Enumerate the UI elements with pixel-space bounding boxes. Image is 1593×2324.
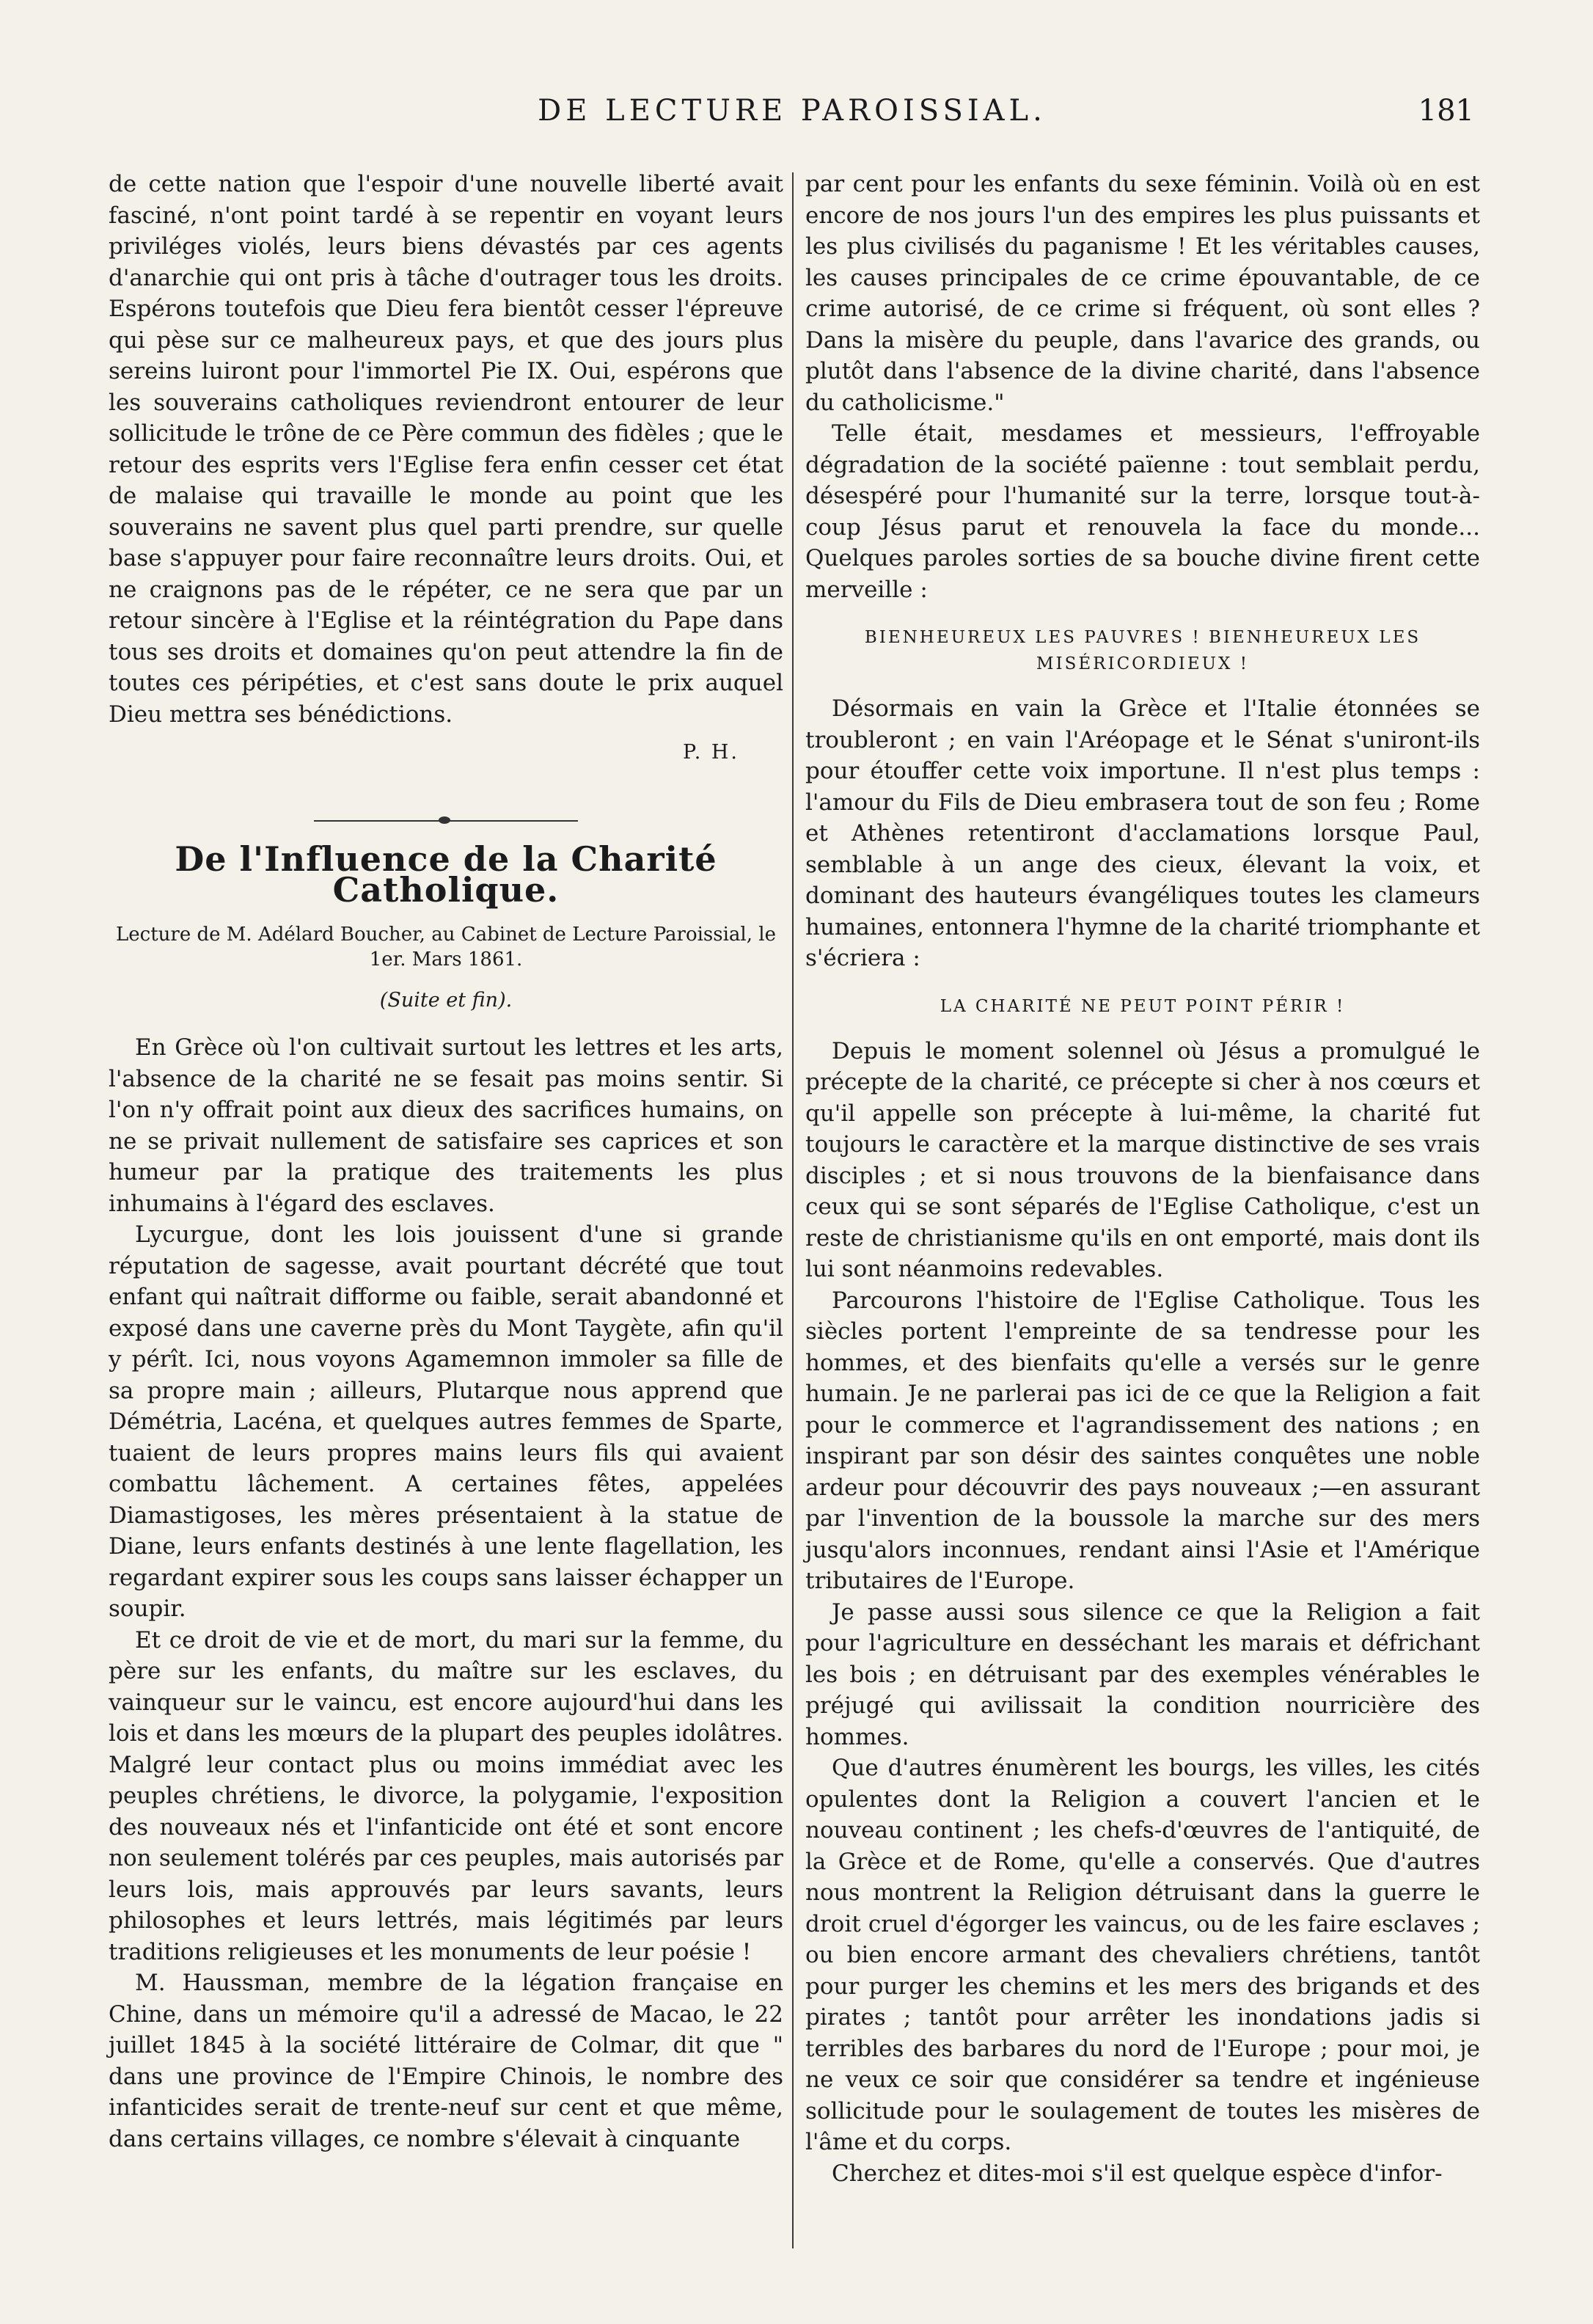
beatitude-heading: BIENHEUREUX LES PAUVRES ! BIENHEUREUX LES MISÉRICORDIEUX ! xyxy=(864,628,1421,673)
article-title: De l'Influence de la Charité Catholique. xyxy=(175,838,717,910)
body-paragraph: En Grèce où l'on cultivait surtout les lettres et les arts, l'absence de la charité ne se fesait pas moins sentir. Si l'on n'y offrait point aux dieux des sacrifices humains, on ne se privait nullement de satisfaire ses caprices et son humeur par la pratique des traitements les plus inhumains à l'égard des esclaves. xyxy=(109,1034,783,1217)
body-paragraph: Désormais en vain la Grèce et l'Italie étonnées se troubleront ; en vain l'Aréopage et le Sénat s'uniront-ils pour étouffer cette voix importune. Il n'est plus temps : l'amour du Fils de Dieu embrasera tout de son feu ; Rome et Athènes retentiront d'acclamations lorsque Paul, semblable à un ange des cieux, élevant la voix, et dominant des hauteurs évangéliques toutes les clameurs humaines, entonnera l'hymne de la charité triomphante et s'écriera : xyxy=(805,695,1480,971)
continuation-note: (Suite et fin). xyxy=(379,988,513,1012)
body-paragraph: Parcourons l'histoire de l'Eglise Catholique. Tous les siècles portent l'empreinte de sa tendresse pour les hommes, et des bienfaits qu'elle a versés sur le genre humain. Je ne parlerai pas ici de ce que la Religion a fait pour le commerce et l'agrandissement des nations ; en inspirant par son désir des saintes conquêtes une noble ardeur pour découvrir des pays nouveaux ;—en assurant par l'invention de la boussole la marche sur des mers jusqu'alors inconnues, rendant ainsi l'Asie et l'Amérique tributaires de l'Europe. xyxy=(805,1287,1480,1594)
body-paragraph: Cherchez et dites-moi s'il est quelque espèce d'infor- xyxy=(832,2160,1443,2187)
charity-heading: LA CHARITÉ NE PEUT POINT PÉRIR ! xyxy=(940,996,1346,1016)
body-paragraph: M. Haussman, membre de la légation française en Chine, dans un mémoire qu'il a adressé de Macao, le 22 juillet 1845 à la société littéraire de Colmar, dit que " dans une province de l'Empire Chinois, le nombre des infanticides serait de trente-neuf sur cent et que même, dans certains villages, ce nombre s'élevait à cinquante xyxy=(109,1970,783,2152)
right-column xyxy=(805,169,1480,2189)
running-title: DE LECTURE PAROISSIAL. xyxy=(538,94,1047,128)
body-paragraph: par cent pour les enfants du sexe féminin. Voilà où en est encore de nos jours l'un des empires les plus puissants et les plus civilisés du paganisme ! Et les véritables causes, les causes principales de ce crime épouvantable, de ce crime autorisé, de ce crime si fréquent, où sont elles ? Dans la misère du peuple, dans l'avarice des grands, ou plutôt dans l'absence de la divine charité, dans l'absence du catholicisme." xyxy=(805,171,1480,416)
body-paragraph: Telle était, mesdames et messieurs, l'effroyable dégradation de la société païenne : tout semblait perdu, désespéré pour l'humanité sur la terre, lorsque tout-à-coup Jésus parut et renouvela la face du monde... Quelques paroles sorties de sa bouche divine firent cette merveille : xyxy=(805,420,1480,603)
body-paragraph: Je passe aussi sous silence ce que la Religion a fait pour l'agriculture en desséchant les marais et défrichant les bois ; en détruisant par des exemples vénérables le préjugé qui avilissait la condition nourricière des hommes. xyxy=(805,1598,1480,1750)
page-header xyxy=(110,94,1474,145)
body-paragraph: Que d'autres énumèrent les bourgs, les villes, les cités opulentes dont la Religion a couvert l'ancien et le nouveau continent ; les chefs-d'œuvres de l'antiquité, de la Grèce et de Rome, qu'elle a conservés. Que d'autres nous montrent la Religion détruisant dans la guerre le droit cruel d'égorger les vaincus, ou de les faire esclaves ; ou bien encore armant des chevaliers chrétiens, tantôt pour purger les chemins et les mers des brigands et des pirates ; tantôt pour arrêter les inondations jadis si terribles des barbares du nord de l'Europe ; pour moi, je ne veux ce soir que considérer sa tendre et ingénieuse sollicitude pour le soulagement de toutes les misères de l'âme et du corps. xyxy=(805,1755,1480,2155)
column-divider xyxy=(792,172,794,2248)
page-number: 181 xyxy=(1418,94,1474,128)
article-byline: Lecture de M. Adélard Boucher, au Cabinet de Lecture Paroissial, le 1er. Mars 1861. xyxy=(116,923,776,971)
body-paragraph: Et ce droit de vie et de mort, du mari sur la femme, du père sur les enfants, du maître sur les esclaves, du vainqueur sur le vaincu, est encore aujourd'hui dans les lois et dans les mœurs de la plupart des peuples idolâtres. Malgré leur contact plus ou moins immédiat avec les peuples chrétiens, le divorce, la polygamie, l'exposition des nouveaux nés et l'infanticide ont été et sont encore non seulement tolérés par ces peuples, mais autorisés par leurs lois, mais approuvés par leurs savants, leurs philosophes et leurs lettrés, mais légitimés par leurs traditions religieuses et les monuments de leur poésie ! xyxy=(109,1626,783,1965)
continuation-paragraph: de cette nation que l'espoir d'une nouvelle liberté avait fasciné, n'ont point tardé à se repentir en voyant leurs priviléges violés, leurs biens dévastés par ces agents d'anarchie qui ont pris à tâche d'outrager tous les droits. Espérons toutefois que Dieu fera bientôt cesser l'épreuve qui pèse sur ce malheureux pays, et que des jours plus sereins luiront pour l'immortel Pie IX. Oui, espérons que les souverains catholiques reviendront entourer de leur sollicitude le trône de ce Père commun des fidèles ; que le retour des esprits vers l'Eglise fera enfin cesser cet état de malaise qui travaille le monde au point que les souverains ne savent plus quel parti prendre, sur quelle base s'appuyer pour faire reconnaître leurs droits. Oui, et ne craignons pas de le répéter, ce ne sera que par un retour sincère à l'Eglise et la réintégration du Pape dans tous ses droits et domaines qu'on peut attendre la fin de toutes ces péripéties, et c'est sans doute le prix auquel Dieu mettra ses bénédictions. xyxy=(109,171,783,728)
author-signature: P. H. xyxy=(683,741,739,764)
body-paragraph: Depuis le moment solennel où Jésus a promulgué le précepte de la charité, ce précepte si cher à nos cœurs et qu'il appelle son précepte à lui-même, la charité fut toujours le caractère et la marque distinctive de ses vrais disciples ; et si nous trouvons de la bienfaisance dans ceux qui se sont séparés de l'Eglise Catholique, c'est un reste de christianisme qu'ils en ont emporté, mais dont ils lui sont néanmoins redevables. xyxy=(805,1037,1480,1282)
left-column xyxy=(109,169,783,2155)
body-paragraph: Lycurgue, dont les lois jouissent d'une si grande réputation de sagesse, avait pourtant décrété que tout enfant qui naîtrait difforme ou faible, serait abandonné et exposé dans une caverne près du Mont Taygète, afin qu'il y pérît. Ici, nous voyons Agamemnon immoler sa fille de sa propre main ; ailleurs, Plutarque nous apprend que Démétria, Lacéna, et quelques autres femmes de Sparte, tuaient de leurs propres mains leurs fils qui avaient combattu lâchement. A certaines fêtes, appelées Diamastigoses, les mères présentaient à la statue de Diane, leurs enfants destinés à une lente flagellation, les regardant expirer sous les coups sans laisser échapper un soupir. xyxy=(109,1221,783,1622)
section-divider-ornament xyxy=(314,820,578,822)
